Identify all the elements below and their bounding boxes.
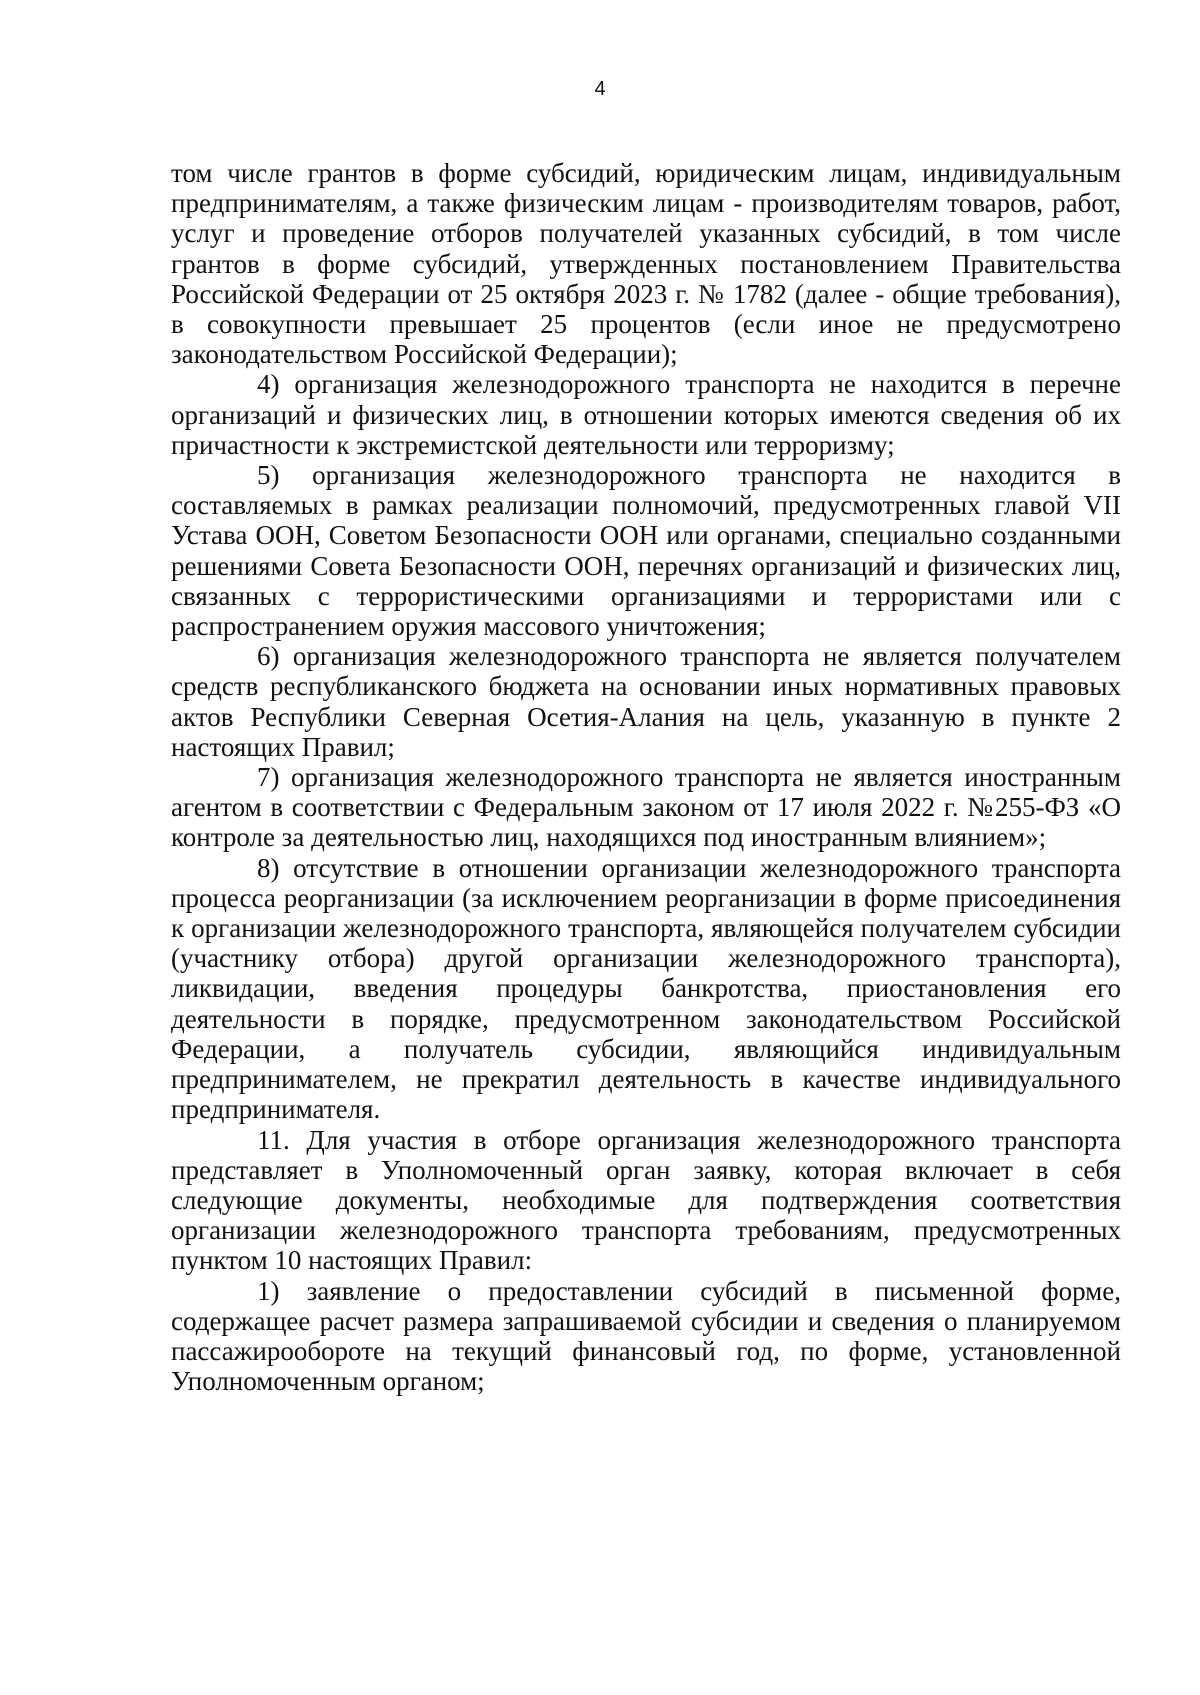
paragraph-item-7: 7) организация железнодорожного транспорта не является иностранным агентом в соответствии с Федеральным законом от 17 июля 2022 г. №255-ФЗ «О контроле за деятельностью лиц, находящихся под иностранным влиянием»; — [171, 762, 1121, 853]
paragraph-item-6: 6) организация железнодорожного транспорта не является получателем средств республиканского бюджета на основании иных нормативных правовых актов Республики Северная Осетия-Алания на цель, указанную в пункте 2 настоящих Правил; — [171, 641, 1121, 762]
paragraph-item-5: 5) организация железнодорожного транспорта не находится в составляемых в рамках реализации полномочий, предусмотренных главой VII Устава ООН, Советом Безопасности ООН или органами, специально созданными решениями Совета Безопасности ООН, перечнях организаций и физических лиц, связанных с террористическими организациями и террористами или с распространением оружия массового уничтожения; — [171, 460, 1121, 642]
paragraph-clause-11: 11. Для участия в отборе организация железнодорожного транспорта представляет в Уполномоченный орган заявку, которая включает в себя следующие документы, необходимые для подтверждения соответствия организации железнодорожного транспорта требованиям, предусмотренных пунктом 10 настоящих Правил: — [171, 1124, 1121, 1276]
paragraph-clause-11-item-1: 1) заявление о предоставлении субсидий в письменной форме, содержащее расчет размера запрашиваемой субсидии и сведения о планируемом пассажирообороте на текущий финансовый год, по форме, установленной Уполномоченным органом; — [171, 1275, 1121, 1397]
paragraph-item-4: 4) организация железнодорожного транспорта не находится в перечне организаций и физических лиц, в отношении которых имеются сведения об их причастности к экстремистской деятельности или терроризму; — [171, 369, 1121, 460]
paragraph-continuation: том числе грантов в форме субсидий, юридическим лицам, индивидуальным предпринимателям, а также физическим лицам - производителям товаров, работ, услуг и проведение отборов получателей указанных субсидий, в том числе грантов в форме субсидий, утвержденных постановлением Правительства Российской Федерации от 25 октября 2023 г. № 1782 (далее - общие требования), в совокупности превышает 25 процентов (если иное не предусмотрено законодательством Российской Федерации); — [171, 158, 1121, 370]
page-number: 4 — [594, 78, 606, 100]
paragraph-item-8: 8) отсутствие в отношении организации железнодорожного транспорта процесса реорганизации (за исключением реорганизации в форме присоединения к организации железнодорожного транспорта, являющейся получателем субсидии (участнику отбора) другой организации железнодорожного транспорта), ликвидации, введения процедуры банкротства, приостановления его деятельности в порядке, предусмотренном законодательством Российской Федерации, а получатель субсидии, являющийся индивидуальным предпринимателем, не прекратил деятельность в качестве индивидуального предпринимателя. — [171, 852, 1121, 1125]
document-body — [171, 158, 1121, 1396]
